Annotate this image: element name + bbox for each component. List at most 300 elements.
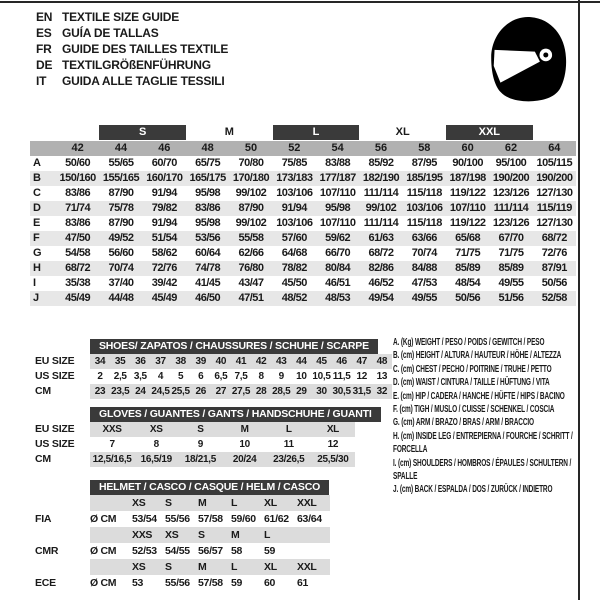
unit-cell	[90, 559, 132, 575]
cell-value: 48	[376, 356, 388, 367]
row-label	[35, 559, 90, 575]
cell-value: 46/50	[186, 291, 229, 306]
language-title: GUÍA DE TALLAS	[62, 26, 159, 40]
cell-value: 53/56	[186, 231, 229, 246]
cell-value: 91/94	[151, 217, 177, 229]
cell-value: 4	[157, 371, 164, 382]
cell-value: 91/94	[273, 201, 316, 216]
helmet-value-row	[35, 511, 335, 527]
cell-value: 65/68	[446, 231, 489, 246]
cell-value: 71/74	[56, 201, 99, 216]
legend-item: C. (cm) CHEST / PECHO / POITRINE / TRUHE / PETTO	[393, 363, 552, 375]
cell-value: 85/92	[368, 157, 394, 169]
cell-value: 127/130	[536, 217, 573, 229]
cell-value: 31,5	[352, 386, 371, 397]
unit-cell: Ø CM	[90, 513, 117, 525]
cell-value: 59/62	[316, 231, 359, 246]
table-row	[35, 369, 395, 384]
row-cells	[90, 495, 330, 511]
cell-value: 11,5	[332, 371, 351, 382]
cell-value: 59	[264, 545, 276, 557]
cell-value: 66/70	[325, 247, 351, 259]
cell-value: 123/126	[492, 217, 530, 229]
cell-value: 41	[235, 356, 247, 367]
measurement-legend	[393, 336, 578, 497]
row-label: D	[30, 201, 56, 216]
row-label: H	[30, 261, 56, 276]
cell-value: 47/51	[229, 291, 272, 306]
legend-item: G. (cm) ARM / BRAZO / BRAS / ARM / BRACCIO	[393, 417, 534, 429]
cell-value: 123/126	[492, 187, 530, 199]
helmet-table-title: HELMET / CASCO / CASQUE / HELM / CASCO	[90, 480, 329, 495]
cell-value: 60/64	[195, 247, 221, 259]
row-label	[35, 495, 90, 511]
cell-value: 111/114	[363, 187, 399, 199]
cell-value: 61/63	[359, 231, 402, 246]
cell-value: 55/58	[229, 231, 272, 246]
cell-value: 170/180	[229, 171, 272, 186]
legend-item: D. (cm) WAIST / CINTURA / TAILLE / HÜFTUNG / VITA	[393, 377, 550, 389]
gloves-table	[35, 404, 372, 467]
row-label: EU SIZE	[35, 355, 75, 367]
cell-value: 46	[336, 356, 347, 367]
cell-value: 71/75	[455, 247, 481, 259]
row-label: J	[30, 291, 56, 306]
cell-value: XXS	[102, 424, 122, 435]
size-band-cell	[30, 141, 56, 156]
cell-value: 23/26,5	[273, 454, 305, 465]
cell-value: 72/76	[541, 247, 567, 259]
cell-value: 60	[264, 577, 276, 589]
helmet-table-body	[35, 495, 335, 591]
cell-value: 111/114	[363, 217, 399, 229]
helmet-size-row	[35, 495, 335, 511]
textile-size-grid	[30, 125, 576, 306]
cell-value: 70/80	[238, 157, 264, 169]
size-label: XS	[165, 529, 179, 541]
cell-value: 18/21,5	[184, 454, 217, 465]
language-title: TEXTILE SIZE GUIDE	[62, 10, 180, 24]
standard-label: FIA	[35, 513, 52, 525]
size-label: S	[165, 561, 172, 573]
cell-value: 115/119	[533, 201, 576, 216]
cell-value: 74/78	[186, 261, 229, 276]
table-row	[35, 384, 395, 399]
cell-value: 107/110	[319, 187, 356, 199]
cell-value: 59	[231, 577, 243, 589]
cell-value: 29	[296, 386, 307, 397]
size-group-header: S	[99, 125, 186, 140]
cell-value: 76/80	[229, 261, 272, 276]
cell-value: 190/200	[489, 171, 532, 186]
cell-value: 3,5	[133, 371, 147, 382]
size-label: XXL	[297, 561, 317, 573]
spacer	[533, 125, 576, 141]
cell-value: 55/56	[165, 513, 190, 525]
shoes-table-body	[35, 354, 395, 399]
cell-value: 51/56	[489, 291, 532, 306]
cell-value: 61/62	[264, 513, 289, 525]
row-cells	[90, 575, 330, 591]
cell-value: 39	[195, 356, 206, 367]
row-label: US SIZE	[35, 370, 75, 382]
page-border-right	[578, 0, 580, 600]
size-label: 42	[56, 141, 99, 156]
row-label: E	[33, 217, 41, 229]
row-label: CM	[35, 385, 51, 397]
cell-value: 26	[195, 386, 206, 397]
cell-value: 49/55	[403, 291, 446, 306]
cell-value: 107/110	[319, 217, 356, 229]
cell-value: 24,5	[151, 386, 170, 397]
size-label: 46	[143, 141, 186, 156]
cell-value: 2	[97, 371, 103, 382]
cell-value: S	[197, 424, 204, 435]
cell-value: 70/74	[99, 261, 142, 276]
cell-value: 36	[135, 356, 146, 367]
size-label: 48	[186, 141, 229, 156]
cell-value: 155/165	[99, 171, 142, 186]
helmet-size-row	[35, 527, 335, 543]
row-label: I	[33, 277, 37, 289]
cell-value: 87/90	[108, 217, 134, 229]
cell-value: 65/75	[195, 157, 221, 169]
cell-value: 44	[296, 356, 307, 367]
row-label: US SIZE	[35, 438, 75, 450]
cell-value: 91/94	[151, 187, 177, 199]
cell-value: 68/72	[368, 247, 394, 259]
cell-value: 35/38	[65, 277, 91, 289]
cell-value: 50/56	[541, 277, 567, 289]
row-cells	[90, 559, 330, 575]
unit-cell	[90, 495, 132, 511]
row-label: EU SIZE	[35, 423, 75, 435]
cell-value: 47	[356, 356, 368, 367]
cell-value: 24	[135, 386, 146, 397]
cell-value: 23	[94, 386, 106, 397]
cell-value: 182/190	[359, 171, 402, 186]
helmet-table	[35, 477, 335, 591]
cell-value: 71/75	[498, 247, 524, 259]
cell-value: 25,5	[171, 386, 190, 397]
legend-item: A. (Kg) WEIGHT / PESO / POIDS / GEWITCH / PESO	[393, 337, 545, 348]
cell-value: 87/91	[533, 261, 576, 276]
size-label: 62	[489, 141, 532, 156]
cell-value: 49/54	[359, 291, 402, 306]
row-cells	[90, 452, 355, 467]
cell-value: 119/122	[449, 187, 486, 199]
cell-value: 87/90	[108, 187, 134, 199]
cell-value: 55/65	[108, 157, 134, 169]
language-header	[36, 9, 228, 89]
cell-value: 41/45	[195, 277, 221, 289]
row-cells	[90, 354, 392, 369]
cell-value: 39/42	[151, 277, 177, 289]
cell-value: 54/55	[165, 545, 190, 557]
legend-item: J. (cm) BACK / ESPALDA / DOS / ZURÜCK / INDIETRO	[393, 484, 553, 496]
cell-value: 7	[109, 439, 115, 450]
cell-value: 54/58	[65, 247, 91, 259]
cell-value: 150/160	[56, 171, 99, 186]
table-row	[35, 452, 360, 467]
cell-value: 43/47	[238, 277, 264, 289]
language-title: GUIDA ALLE TAGLIE TESSILI	[62, 74, 225, 88]
cell-value: 95/98	[195, 187, 221, 199]
size-group-header: XXL	[446, 125, 533, 140]
size-group-header: L	[273, 125, 360, 140]
cell-value: M	[240, 424, 249, 435]
cell-value: 70/74	[411, 247, 437, 259]
cell-value: 68/72	[56, 261, 99, 276]
cell-value: 42	[255, 356, 267, 367]
table-row	[35, 422, 360, 437]
cell-value: 46/51	[325, 277, 351, 289]
cell-value: 63/66	[403, 231, 446, 246]
cell-value: 28,5	[272, 386, 291, 397]
cell-value: 10	[296, 371, 307, 382]
table-row	[35, 354, 395, 369]
cell-value: 34	[94, 356, 106, 367]
cell-value: 185/195	[403, 171, 446, 186]
cell-value: 30	[316, 386, 327, 397]
cell-value: 87/90	[229, 201, 272, 216]
cell-value: XS	[149, 424, 163, 435]
cell-value: 46/52	[368, 277, 394, 289]
legend-item: H. (cm) INSIDE LEG / ENTREPIERNA / FOURCHE / SCHRITT / FORCELLA	[393, 430, 573, 456]
cell-value: 72/76	[143, 261, 186, 276]
cell-value: 13	[376, 371, 388, 382]
row-cells	[90, 511, 330, 527]
size-label: XXS	[132, 529, 153, 541]
cell-value: 79/82	[143, 201, 186, 216]
helmet-size-row	[35, 559, 335, 575]
cell-value: 10,5	[312, 371, 331, 382]
cell-value: 105/115	[536, 157, 573, 169]
cell-value: 53	[132, 577, 144, 589]
cell-value: 27,5	[231, 386, 251, 397]
size-label: 58	[403, 141, 446, 156]
cell-value: 115/118	[406, 187, 442, 199]
cell-value: 67/70	[489, 231, 532, 246]
size-label: 54	[316, 141, 359, 156]
cell-value: 187/198	[446, 171, 489, 186]
cell-value: 5	[177, 371, 184, 382]
row-cells	[90, 527, 330, 543]
cell-value: 28	[255, 386, 267, 397]
size-label: 52	[273, 141, 316, 156]
cell-value: 87/95	[411, 157, 437, 169]
cell-value: 43	[275, 356, 287, 367]
language-code: IT	[36, 74, 47, 88]
size-label: 56	[359, 141, 402, 156]
size-label: 64	[533, 141, 576, 156]
shoes-table-title: SHOES/ ZAPATOS / CHAUSSURES / SCHUHE / SCARPE	[90, 339, 378, 354]
cell-value: 27	[215, 386, 227, 397]
helmet-value-row	[35, 543, 335, 559]
cell-value: 64/68	[281, 247, 307, 259]
cell-value: 52/58	[533, 291, 576, 306]
size-label: 60	[446, 141, 489, 156]
size-group-header: XL	[395, 126, 410, 138]
cell-value: 49/55	[498, 277, 524, 289]
cell-value: 82/86	[359, 261, 402, 276]
size-label: XL	[264, 561, 277, 573]
cell-value: 47/53	[411, 277, 437, 289]
size-label: 50	[229, 141, 272, 156]
cell-value: 50/60	[65, 157, 91, 169]
cell-value: 58/62	[151, 247, 177, 259]
cell-value	[297, 543, 330, 559]
cell-value: XL	[326, 424, 339, 435]
cell-value: 7,5	[234, 371, 248, 382]
cell-value: 12	[327, 439, 339, 450]
cell-value: 37/40	[108, 277, 134, 289]
cell-value: 119/122	[449, 217, 486, 229]
cell-value: 99/102	[235, 187, 267, 199]
size-label: M	[198, 561, 207, 573]
row-cells	[90, 384, 392, 399]
language-row-en	[36, 9, 228, 25]
legend-item: F. (cm) TIGH / MUSLO / CUISSE / SCHENKEL / COSCIA	[393, 404, 555, 416]
page-border-top	[0, 1, 600, 3]
unit-cell: Ø CM	[90, 545, 117, 557]
size-label: L	[231, 561, 238, 573]
cell-value: 6,5	[214, 371, 228, 382]
size-label: XS	[132, 497, 146, 509]
cell-value: 177/187	[316, 171, 359, 186]
cell-value: 9	[197, 439, 204, 450]
cell-value: 84/88	[403, 261, 446, 276]
cell-value: 45	[316, 356, 327, 367]
cell-value: 190/200	[533, 171, 576, 186]
cell-value: 35	[114, 356, 126, 367]
table-row	[35, 437, 360, 452]
cell-value: 83/88	[325, 157, 351, 169]
cell-value: 68/72	[533, 231, 576, 246]
standard-label: CMR	[35, 545, 59, 557]
cell-value: 8	[153, 439, 159, 450]
cell-value: 173/183	[273, 171, 316, 186]
language-title: GUIDE DES TAILLES TEXTILE	[62, 42, 229, 56]
cell-value: 99/102	[235, 217, 267, 229]
cell-value: 48/53	[316, 291, 359, 306]
cell-value: 12,5/16,5	[92, 454, 132, 465]
cell-value: 83/86	[65, 187, 91, 199]
cell-value: 80/84	[316, 261, 359, 276]
cell-value: 8	[258, 371, 264, 382]
cell-value: 48/54	[455, 277, 481, 289]
row-cells	[90, 422, 355, 437]
cell-value: 37	[155, 356, 166, 367]
cell-value: 61	[297, 577, 309, 589]
racing-helmet-icon	[487, 12, 571, 108]
cell-value: 57/58	[198, 577, 223, 589]
row-label: B	[30, 171, 56, 186]
shoes-table	[35, 336, 395, 399]
size-label: XXL	[297, 497, 317, 509]
cell-value: 47/50	[56, 231, 99, 246]
language-title: TEXTILGRÖßENFÜHRUNG	[62, 58, 211, 72]
cell-value: 56/60	[108, 247, 134, 259]
cell-value: 10	[239, 439, 250, 450]
size-label	[297, 527, 330, 543]
cell-value: 32	[376, 386, 388, 397]
standard-label: ECE	[35, 577, 56, 589]
cell-value: 52/53	[132, 545, 157, 557]
size-group-header: M	[224, 126, 234, 138]
language-row-it	[36, 73, 228, 89]
language-row-es	[36, 25, 228, 41]
size-label: L	[264, 529, 271, 541]
cell-value: 107/110	[446, 201, 489, 216]
cell-value: 40	[215, 356, 227, 367]
cell-value: L	[285, 424, 292, 435]
cell-value: 45/49	[56, 291, 99, 306]
cell-value: 75/85	[281, 157, 307, 169]
cell-value: 12	[356, 371, 368, 382]
cell-value: 45/49	[143, 291, 186, 306]
cell-value: 25,5/30	[317, 454, 349, 465]
cell-value: 115/118	[406, 217, 442, 229]
cell-value: 45/50	[281, 277, 307, 289]
row-cells	[90, 437, 355, 452]
cell-value: 63/64	[297, 513, 322, 525]
language-code: ES	[36, 26, 52, 40]
cell-value: 53/54	[132, 513, 157, 525]
cell-value: 57/58	[198, 513, 223, 525]
cell-value: 6	[198, 371, 204, 382]
cell-value: 83/86	[186, 201, 229, 216]
legend-item: I. (cm) SHOULDERS / HOMBROS / ÉPAULES / SCHULTERN / SPALLE	[393, 457, 572, 483]
row-label	[35, 527, 90, 543]
cell-value: 16,5/19	[140, 454, 172, 465]
cell-value: 75/78	[99, 201, 142, 216]
cell-value: 51/54	[143, 231, 186, 246]
spacer	[30, 125, 99, 141]
unit-cell	[90, 527, 132, 543]
size-label: M	[198, 497, 207, 509]
cell-value: 38	[175, 356, 186, 367]
cell-value: 11	[283, 439, 294, 450]
cell-value: 95/98	[195, 217, 221, 229]
helmet-value-row	[35, 575, 335, 591]
cell-value: 48/52	[273, 291, 316, 306]
size-label: XL	[264, 497, 277, 509]
cell-value: 49/52	[99, 231, 142, 246]
cell-value: 90/100	[452, 157, 483, 169]
cell-value: 160/170	[143, 171, 186, 186]
language-code: EN	[36, 10, 53, 24]
legend-item: B. (cm) HEIGHT / ALTURA / HAUTEUR / HÖHE / ALTEZZA	[393, 350, 562, 362]
cell-value: 103/106	[276, 187, 313, 199]
cell-value: 55/56	[165, 577, 190, 589]
size-label: S	[165, 497, 172, 509]
size-label: M	[231, 529, 240, 541]
cell-value: 165/175	[186, 171, 229, 186]
row-label: G	[33, 247, 42, 259]
gloves-table-body	[35, 422, 360, 467]
language-code: DE	[36, 58, 53, 72]
cell-value: 99/102	[359, 201, 402, 216]
cell-value: 103/106	[403, 201, 446, 216]
cell-value: 83/86	[65, 217, 91, 229]
language-row-fr	[36, 41, 228, 57]
cell-value: 59/60	[231, 513, 256, 525]
cell-value: 20/24	[232, 454, 257, 465]
row-cells	[90, 543, 330, 559]
cell-value: 78/82	[273, 261, 316, 276]
cell-value: 30,5	[332, 386, 351, 397]
